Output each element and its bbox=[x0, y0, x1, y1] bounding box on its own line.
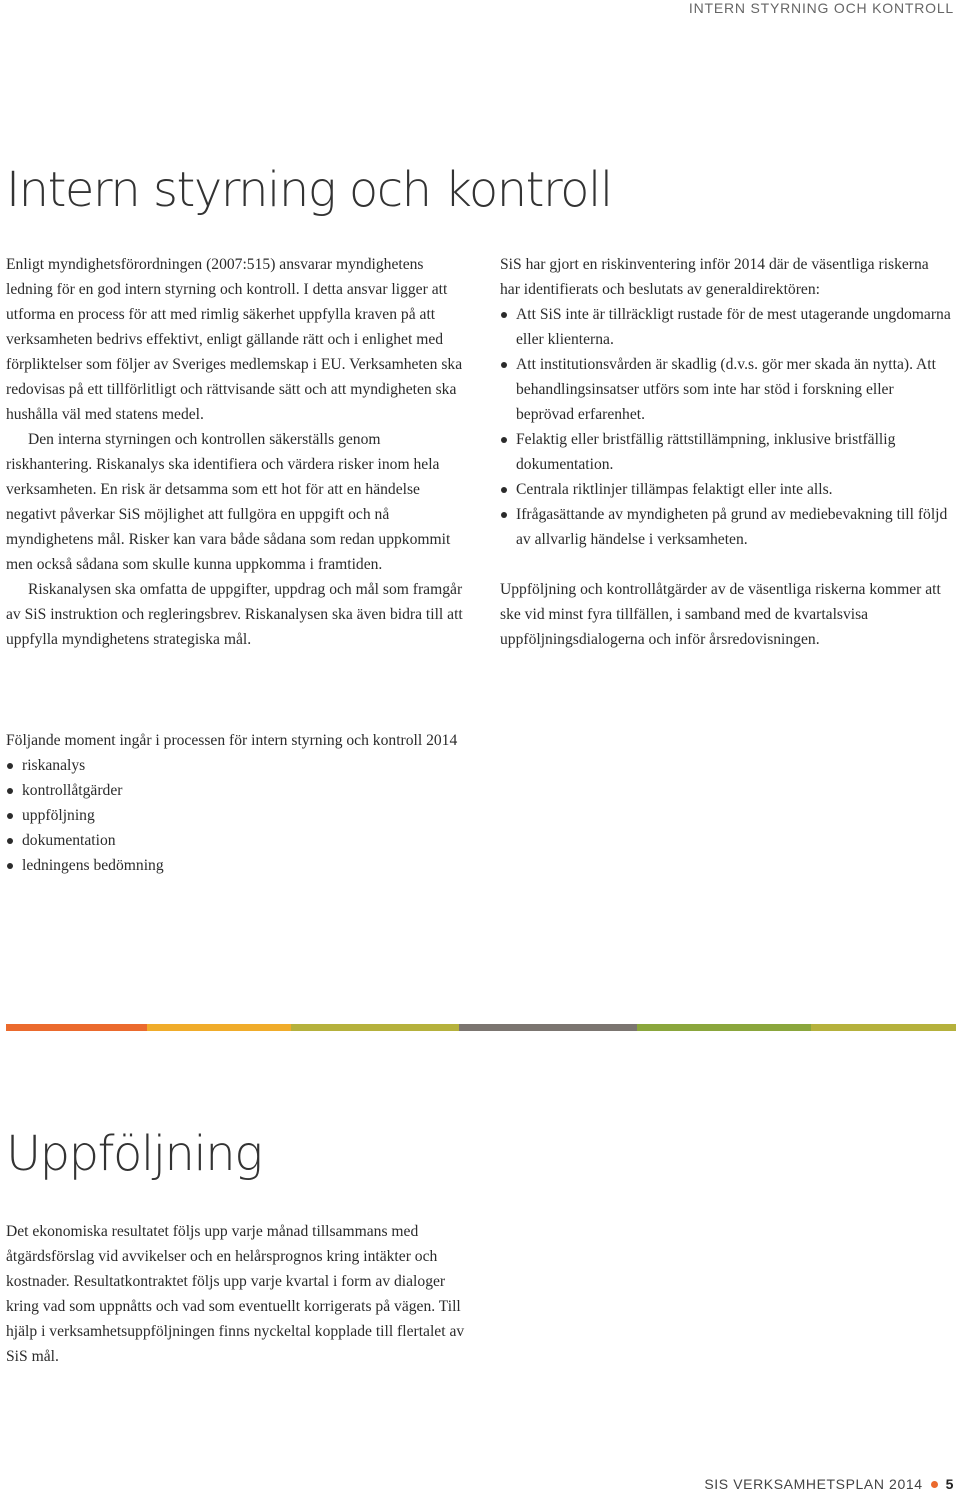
left-column bbox=[6, 252, 466, 652]
uppfoljning-text bbox=[6, 1219, 468, 1369]
paragraph: Den interna styrningen och kontrollen säkerställs genom riskhantering. Riskanalys ska identifiera och värdera risker inom hela verksamheten. En risk är detsamma som ett hot för att en händelse negativt påverkar SiS möjlighet att fullgöra en uppgift och nå myndighetens mål. Risker kan vara både sådana som redan uppkommit men också sådana som skulle kunna uppkomma i framtiden. bbox=[6, 431, 451, 573]
divider-segment bbox=[811, 1024, 956, 1031]
list-item: Centrala riktlinjer tillämpas felaktigt eller inte alls. bbox=[500, 477, 952, 502]
process-intro: Följande moment ingår i processen för intern styrning och kontroll 2014 bbox=[6, 732, 458, 749]
right-column bbox=[500, 252, 952, 652]
publication-name: SIS VERKSAMHETSPLAN 2014 bbox=[704, 1476, 923, 1492]
list-item: Felaktig eller bristfällig rättstillämpning, inklusive bristfällig dokumentation. bbox=[500, 427, 952, 477]
list-item: Att institutionsvården är skadlig (d.v.s. gör mer skada än nytta). Att behandlingsinsatser utförs som inte har stöd i forskning eller beprövad erfarenhet. bbox=[500, 352, 952, 427]
process-block bbox=[6, 728, 466, 878]
paragraph: Det ekonomiska resultatet följs upp varje månad tillsammans med åtgärdsförslag vid avvikelser och en helårsprognos kring intäkter och kostnader. Resultatkontraktet följs upp varje kvartal i form av dialoger kring vad som uppnåtts och vad som eventuellt korrigerats på vägen. Till hjälp i verksamhetsuppföljningen finns nyckeltal kopplade till flertalet av SiS mål. bbox=[6, 1223, 465, 1365]
section-title-intern-styrning: Intern styrning och kontroll bbox=[6, 162, 612, 218]
page-number: 5 bbox=[945, 1476, 954, 1492]
color-divider bbox=[6, 1024, 956, 1031]
paragraph: Enligt myndighetsförordningen (2007:515) ansvarar myndighetens ledning för en god intern styrning och kontroll. I detta ansvar ligger att utforma en process för att med rimlig säkerhet uppfylla kraven på att verksamheten bedrivs effektivt, enligt gällande rätt och i enlighet med förpliktelser som följer av Sveriges medlemskap i EU. Verksamheten ska redovisas på ett tillförlitligt och rättvisande sätt och att myndigheten ska hushålla väl med statens medel. bbox=[6, 256, 463, 423]
divider-segment bbox=[147, 1024, 291, 1031]
risk-intro: SiS har gjort en riskinventering inför 2014 där de väsentliga riskerna har identifierats och beslutats av generaldirektören: bbox=[500, 256, 929, 298]
list-item: Ifrågasättande av myndigheten på grund av mediebevakning till följd av allvarlig händelse i verksamheten. bbox=[500, 502, 952, 552]
divider-segment bbox=[637, 1024, 811, 1031]
running-head: INTERN STYRNING OCH KONTROLL bbox=[688, 0, 954, 16]
list-item: dokumentation bbox=[6, 828, 466, 853]
list-item: ledningens bedömning bbox=[6, 853, 466, 878]
process-list bbox=[6, 753, 466, 878]
list-item: kontrollåtgärder bbox=[6, 778, 466, 803]
divider-segment bbox=[459, 1024, 637, 1031]
page-footer bbox=[704, 1476, 954, 1492]
list-item: Att SiS inte är tillräckligt rustade för de mest utagerande ungdomarna eller klienterna. bbox=[500, 302, 952, 352]
bullet-dot-icon bbox=[931, 1481, 938, 1488]
paragraph: Riskanalysen ska omfatta de uppgifter, uppdrag och mål som framgår av SiS instruktion och regleringsbrev. Riskanalysen ska även bidra till att uppfylla myndighetens strategiska mål. bbox=[6, 581, 463, 648]
divider-segment bbox=[6, 1024, 147, 1031]
risk-list bbox=[500, 302, 952, 552]
followup-paragraph: Uppföljning och kontrollåtgärder av de väsentliga riskerna kommer att ske vid minst fyra tillfällen, i samband med de kvartalsvisa uppföljningsdialogerna och inför årsredovisningen. bbox=[500, 581, 941, 648]
divider-segment bbox=[291, 1024, 459, 1031]
list-item: riskanalys bbox=[6, 753, 466, 778]
section-title-uppfoljning: Uppföljning bbox=[6, 1126, 262, 1182]
list-item: uppföljning bbox=[6, 803, 466, 828]
